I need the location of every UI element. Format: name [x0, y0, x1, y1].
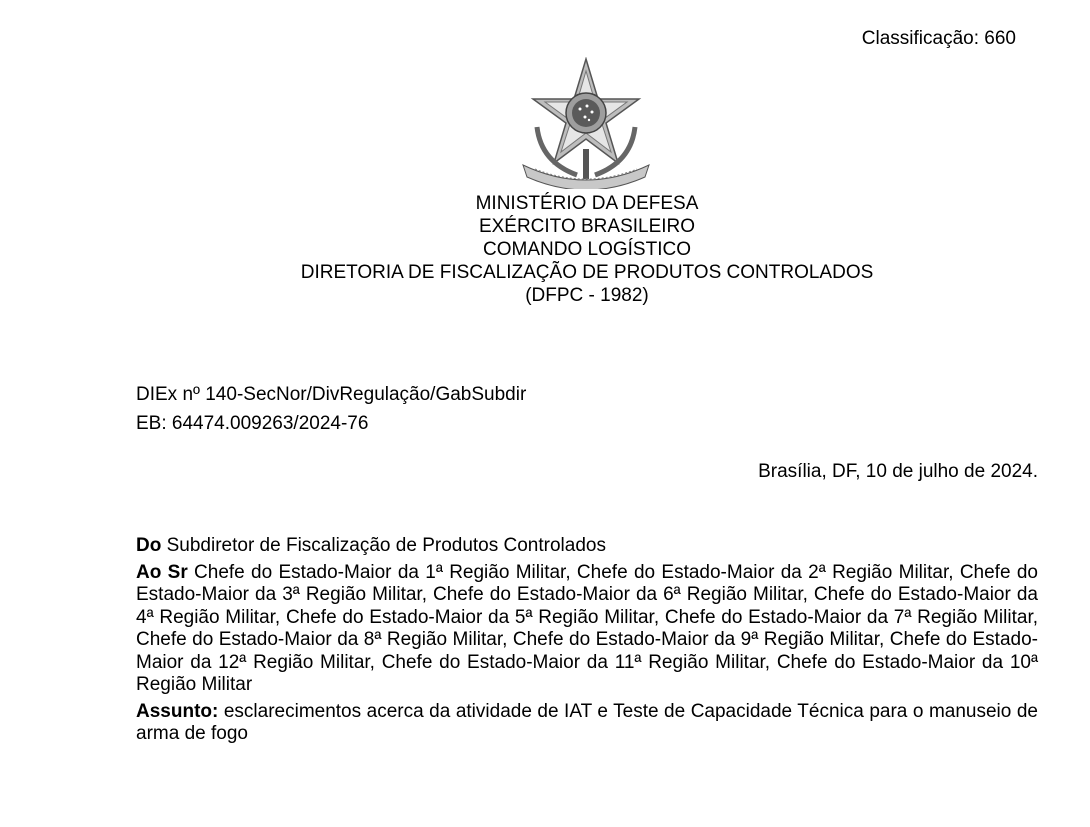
document-date: Brasília, DF, 10 de julho de 2024.: [758, 461, 1038, 482]
from-label: Do: [136, 535, 162, 556]
header-command: COMANDO LOGÍSTICO: [483, 239, 691, 260]
header-ministry: MINISTÉRIO DA DEFESA: [475, 193, 699, 214]
subject-label: Assunto:: [136, 700, 219, 722]
subject-line: [136, 701, 1038, 746]
diex-number: DIEx nº 140-SecNor/DivRegulação/GabSubdir: [136, 384, 527, 405]
document-reference: [136, 380, 526, 438]
from-text: Subdiretor de Fiscalização de Produtos Controlados: [161, 535, 606, 556]
addressing-block: [136, 535, 1038, 750]
to-line: [136, 562, 1038, 697]
from-line: [136, 535, 1038, 558]
eb-number: EB: 64474.009263/2024-76: [136, 413, 369, 434]
to-text: Chefe do Estado-Maior da 1ª Região Militar, Chefe do Estado-Maior da 2ª Região Militar, Chefe do Estado-Maior da 3ª Região Militar, Chefe do Estado-Maior da 6ª Região Militar, Chefe do Estado-Maior da 4ª Região Militar, Chefe do Estado-Maior da 5ª Região Militar, Chefe do Estado-Maior da 7ª Região Militar, Chefe do Estado-Maior da 8ª Região Militar, Chefe do Estado-Maior da 9ª Região Militar, Chefe do Estado-Maior da 12ª Região Militar, Chefe do Estado-Maior da 11ª Região Militar, Chefe do Estado-Maior da 10ª Região Militar: [136, 561, 1038, 695]
coat-of-arms-emblem: [517, 57, 655, 189]
to-label: Ao Sr: [136, 561, 188, 583]
header-directorate: DIRETORIA DE FISCALIZAÇÃO DE PRODUTOS CONTROLADOS: [300, 262, 874, 283]
institution-header: [0, 192, 1090, 307]
classification-label: Classificação: 660: [861, 28, 1016, 49]
subject-text: esclarecimentos acerca da atividade de IAT e Teste de Capacidade Técnica para o manuseio de arma de fogo: [136, 700, 1038, 744]
header-acronym: (DFPC - 1982): [525, 285, 649, 306]
header-army: EXÉRCITO BRASILEIRO: [478, 216, 696, 237]
